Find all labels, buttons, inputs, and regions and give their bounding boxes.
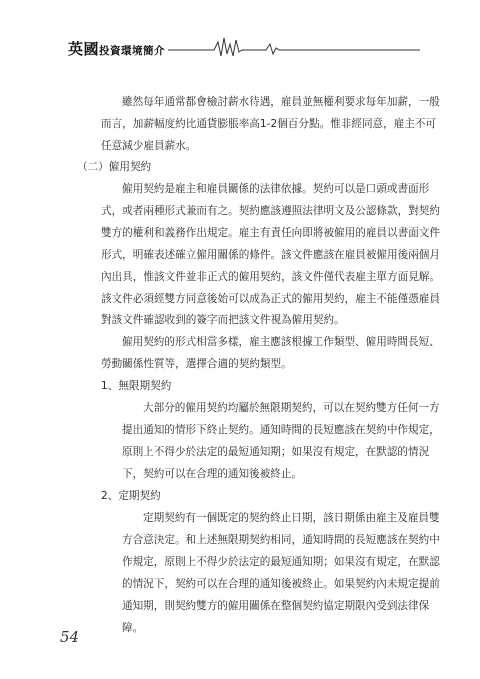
text-line: 勞動關係性質等，選擇合適的契約類型。 xyxy=(101,358,292,370)
header-title-country: 英國 xyxy=(68,40,100,58)
text-line: 任意減少雇員薪水。 xyxy=(101,140,197,152)
text-line: 形式，明確表述確立僱用關係的條件。該文件應該在雇員被僱用後兩個月 xyxy=(101,249,440,261)
text-line: 下，契約可以在合理的通知後被終止。 xyxy=(122,468,303,480)
text-line: 的情況下，契約可以在合理的通知後被終止。如果契約內未規定提前 xyxy=(122,578,440,590)
text-line: 內出具，惟該文件並非正式的僱用契約，該文件僅代表雇主單方面見解。 xyxy=(101,271,440,283)
text-line: 方合意決定。和上述無限期契約相同，通知時間的長短應該在契約中 xyxy=(122,534,440,546)
section-heading: （二）僱用契約 xyxy=(77,161,152,173)
text-line: 原則上不得少於法定的最短通知期；如果沒有規定，在默認的情況 xyxy=(122,446,430,458)
subsection-heading: 2、定期契約 xyxy=(101,490,161,502)
text-line: 雙方的權利和義務作出規定。雇主有責任向即將被僱用的雇員以書面文件 xyxy=(101,227,440,239)
text-line: 作規定，原則上不得少於法定的最短通知期；如果沒有規定，在默認 xyxy=(122,556,440,568)
header-title-subtitle: 投資環境簡介 xyxy=(99,45,166,57)
text-line: 雖然每年通常都會檢討薪水待遇，雇員並無權利要求每年加薪，一般 xyxy=(122,96,440,108)
page-number: 54 xyxy=(60,628,80,646)
subsection-heading: 1、無限期契約 xyxy=(101,380,172,392)
text-line: 僱用契約是雇主和雇員關係的法律依據。契約可以是口頭或書面形 xyxy=(122,183,430,195)
text-line: 定期契約有一個既定的契約終止日期，該日期係由雇主及雇員雙 xyxy=(143,512,440,524)
text-line: 障。 xyxy=(122,622,144,634)
text-line: 該文件必須經雙方同意後始可以成為正式的僱用契約，雇主不能僅憑雇員 xyxy=(101,293,440,305)
text-line: 通知期，則契約雙方的僱用關係在整個契約協定期限內受到法律保 xyxy=(122,600,430,612)
text-line: 提出通知的情形下終止契約。通知時間的長短應該在契約中作規定， xyxy=(122,424,440,436)
text-line: 對該文件確認收到的簽字而把該文件視為僱用契約。 xyxy=(101,314,345,326)
text-line: 僱用契約的形式相當多樣，雇主應該根據工作類型、僱用時間長短、 xyxy=(122,336,440,348)
text-line: 大部分的僱用契約均屬於無限期契約，可以在契約雙方任何一方 xyxy=(143,402,440,414)
text-line: 而言，加薪幅度約比通貨膨脹率高1-2個百分點。惟非經同意，雇主不可 xyxy=(101,118,437,130)
text-line: 式，或者兩種形式兼而有之。契約應該遵照法律明文及公認條款，對契約 xyxy=(101,205,440,217)
